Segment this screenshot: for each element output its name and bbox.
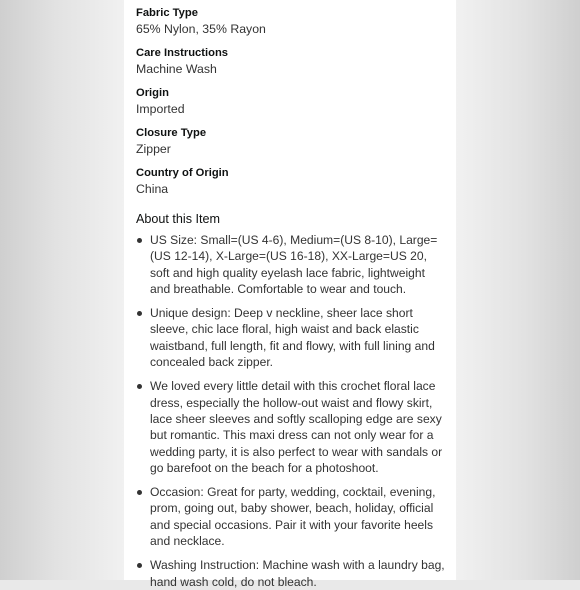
spec-country-of-origin — [136, 166, 448, 197]
spec-value: Machine Wash — [136, 62, 217, 76]
about-section-title: About this Item — [136, 212, 220, 226]
list-item — [136, 557, 448, 590]
list-item — [136, 232, 448, 297]
bullet-icon — [137, 311, 142, 316]
spec-label: Fabric Type — [136, 7, 198, 19]
spec-label: Origin — [136, 87, 169, 99]
spec-label: Country of Origin — [136, 167, 229, 179]
bullet-text: Unique design: Deep v neckline, sheer lace short sleeve, chic lace floral, high waist and back elastic waistband, full length, fit and flowy, with full lining and concealed back zipper. — [150, 306, 435, 370]
spec-closure-type — [136, 126, 448, 157]
spec-origin — [136, 86, 448, 117]
spec-label: Care Instructions — [136, 47, 229, 59]
bullet-icon — [137, 384, 142, 389]
about-bullet-list — [136, 232, 448, 590]
spec-label: Closure Type — [136, 127, 207, 139]
product-details-content — [124, 0, 456, 590]
spec-care-instructions — [136, 46, 448, 77]
bullet-text: We loved every little detail with this crochet floral lace dress, especially the hollow-out waist and flowy skirt, lace sheer sleeves and softly scalloping edge are sexy but romantic. This maxi dress can not only wear for a wedding party, it is also perfect to wear with sandals or go barefoot on the beach for a photoshoot. — [150, 379, 443, 475]
spec-value: Zipper — [136, 142, 171, 156]
bullet-icon — [137, 238, 142, 243]
bullet-icon — [137, 490, 142, 495]
spec-value: China — [136, 182, 169, 196]
spec-fabric-type — [136, 6, 448, 37]
product-details-panel[interactable] — [124, 0, 456, 589]
bullet-icon — [137, 563, 142, 568]
spec-value: 65% Nylon, 35% Rayon — [136, 22, 266, 36]
list-item — [136, 484, 448, 549]
list-item — [136, 378, 448, 476]
list-item — [136, 305, 448, 370]
spec-value: Imported — [136, 102, 185, 116]
bullet-text: Occasion: Great for party, wedding, cocktail, evening, prom, going out, baby shower, beach, holiday, official and special occasions. Pair it with your favorite heels and necklace. — [150, 485, 436, 549]
bullet-text: US Size: Small=(US 4-6), Medium=(US 8-10), Large=(US 12-14), X-Large=(US 16-18), XX-Large=US 20, soft and high quality eyelash lace fabric, lightweight and breathable. Comfortable to wear and touch. — [150, 233, 438, 296]
background-right — [456, 0, 580, 580]
background-left — [0, 0, 124, 580]
bullet-text: Washing Instruction: Machine wash with a laundry bag, hand wash cold, do not bleach. — [150, 558, 445, 589]
